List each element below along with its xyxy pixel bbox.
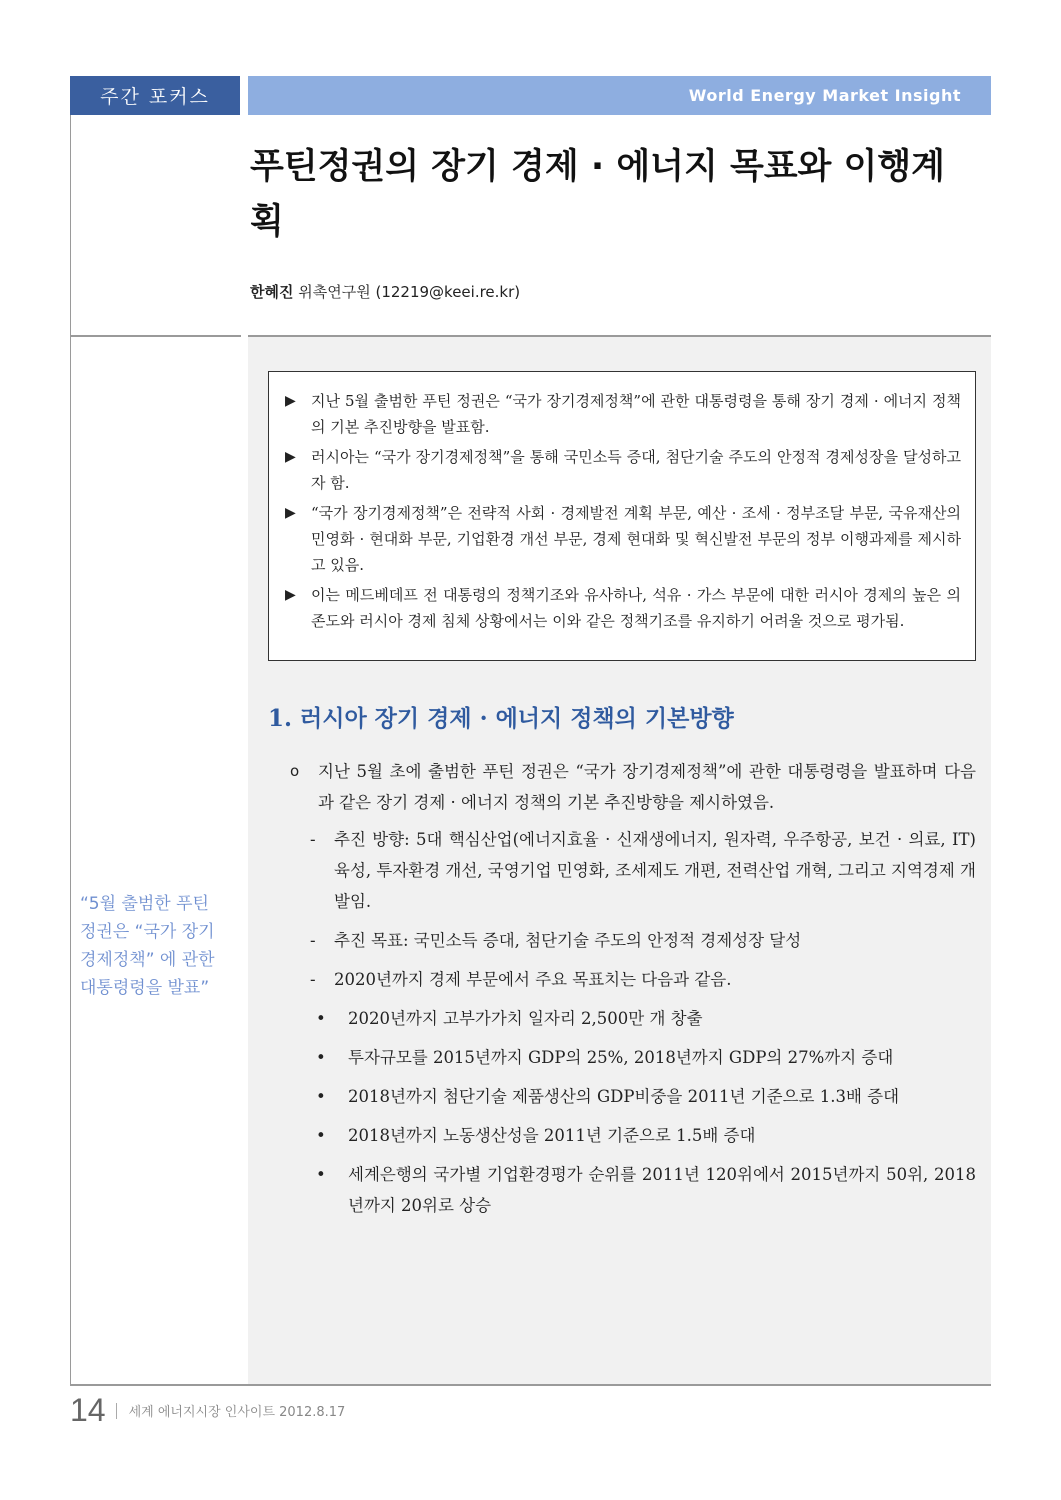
circle-marker-icon: o bbox=[290, 762, 300, 780]
arrow-right-icon: ▶ bbox=[285, 449, 296, 465]
bullet-dot-icon: • bbox=[316, 1048, 326, 1067]
bullet-item: • 투자규모를 2015년까지 GDP의 25%, 2018년까지 GDP의 27%까지 증대 bbox=[290, 1042, 976, 1073]
left-margin-rule bbox=[70, 115, 71, 1385]
article-title: 푸틴정권의 장기 경제 · 에너지 목표와 이행계획 bbox=[250, 147, 945, 242]
section-body bbox=[290, 756, 976, 1229]
publication-name-en: World Energy Market Insight bbox=[688, 86, 961, 105]
dash-marker-icon: - bbox=[310, 931, 316, 950]
bullet-item: • 2020년까지 고부가가치 일자리 2,500만 개 창출 bbox=[290, 1003, 976, 1034]
summary-box bbox=[268, 371, 976, 661]
divider-right bbox=[248, 335, 991, 337]
section-tag: 주간 포커스 bbox=[70, 76, 240, 115]
paragraph-item: o 지난 5월 초에 출범한 푸틴 정권은 “국가 장기경제정책”에 관한 대통령령을 발표하며 다음과 같은 장기 경제 · 에너지 정책의 기본 추진방향을 제시하였음. bbox=[290, 756, 976, 818]
pull-quote: “5월 출범한 푸틴 정권은 “국가 장기경제정책” 에 관한 대통령령을 발표” bbox=[80, 894, 215, 998]
author-name: 한혜진 bbox=[250, 283, 294, 301]
footer-publication: 세계 에너지시장 인사이트 2012.8.17 bbox=[128, 1405, 346, 1420]
footer-rule bbox=[70, 1384, 991, 1386]
summary-item: ▶ 지난 5월 출범한 푸틴 정권은 “국가 장기경제정책”에 관한 대통령령을 통해 장기 경제 · 에너지 정책의 기본 추진방향을 발표함. bbox=[285, 388, 961, 440]
summary-item: ▶ “국가 장기경제정책”은 전략적 사회 · 경제발전 계획 부문, 예산 · 조세 · 정부조달 부문, 국유재산의 민영화 · 현대화 부문, 기업환경 개선 부문, 경제 현대화 및 혁신발전 부문의 정부 이행과제를 제시하고 있음. bbox=[285, 500, 961, 578]
bullet-dot-icon: • bbox=[316, 1165, 326, 1184]
arrow-right-icon: ▶ bbox=[285, 505, 296, 521]
bullet-item: • 2018년까지 노동생산성을 2011년 기준으로 1.5배 증대 bbox=[290, 1120, 976, 1151]
author-role: 위촉연구원 (12219@keei.re.kr) bbox=[293, 283, 521, 301]
page-footer bbox=[70, 1392, 345, 1429]
author-line bbox=[250, 281, 520, 302]
dash-item: - 2020년까지 경제 부문에서 주요 목표치는 다음과 같음. bbox=[290, 964, 976, 995]
page-number: 14 bbox=[70, 1392, 106, 1428]
arrow-right-icon: ▶ bbox=[285, 587, 296, 603]
arrow-right-icon: ▶ bbox=[285, 393, 296, 409]
dash-marker-icon: - bbox=[310, 830, 316, 849]
bullet-item: • 2018년까지 첨단기술 제품생산의 GDP비중을 2011년 기준으로 1.3배 증대 bbox=[290, 1081, 976, 1112]
footer-separator bbox=[116, 1403, 117, 1419]
bullet-dot-icon: • bbox=[316, 1087, 326, 1106]
bullet-dot-icon: • bbox=[316, 1126, 326, 1145]
bullet-item: • 세계은행의 국가별 기업환경평가 순위를 2011년 120위에서 2015년까지 50위, 2018년까지 20위로 상승 bbox=[290, 1159, 976, 1221]
dash-item: - 추진 방향: 5대 핵심산업(에너지효율 · 신재생에너지, 원자력, 우주항공, 보건 · 의료, IT) 육성, 투자환경 개선, 국영기업 민영화, 조세제도 개편, 전력산업 개혁, 그리고 지역경제 개발임. bbox=[290, 824, 976, 917]
publication-banner bbox=[248, 76, 991, 115]
summary-item: ▶ 이는 메드베데프 전 대통령의 정책기조와 유사하나, 석유 · 가스 부문에 대한 러시아 경제의 높은 의존도와 러시아 경제 침체 상황에서는 이와 같은 정책기조를 유지하기 어려울 것으로 평가됨. bbox=[285, 582, 961, 634]
dash-item: - 추진 목표: 국민소득 증대, 첨단기술 주도의 안정적 경제성장 달성 bbox=[290, 925, 976, 956]
section-heading: 1. 러시아 장기 경제 · 에너지 정책의 기본방향 bbox=[268, 705, 734, 732]
dash-marker-icon: - bbox=[310, 970, 316, 989]
bullet-dot-icon: • bbox=[316, 1009, 326, 1028]
summary-item: ▶ 러시아는 “국가 장기경제정책”을 통해 국민소득 증대, 첨단기술 주도의 안정적 경제성장을 달성하고자 함. bbox=[285, 444, 961, 496]
divider-left bbox=[70, 335, 241, 337]
